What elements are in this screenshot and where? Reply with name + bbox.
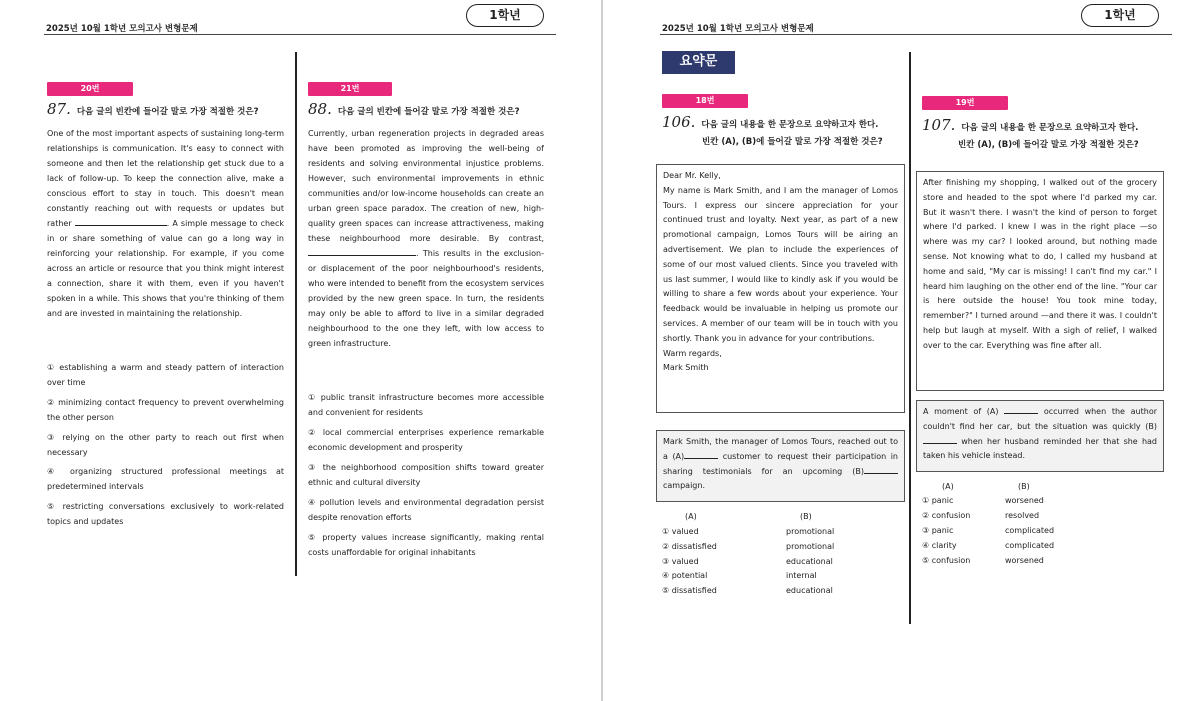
q106-letter-closing: Warm regards,	[663, 348, 722, 358]
grade-pill: 1학년	[466, 4, 544, 27]
q107-col-a-header: (A)	[942, 482, 954, 491]
q107-badge: 19번	[922, 96, 1008, 110]
q87-choice-3[interactable]: ③ relying on the other party to reach out first when necessary	[47, 433, 284, 457]
q107-blank-a	[1004, 405, 1038, 414]
q106-blank-b	[864, 465, 898, 474]
q106-option-2-b: promotional	[786, 542, 835, 551]
q87-heading	[47, 100, 259, 118]
q106-col-b-header: (B)	[800, 512, 812, 521]
q107-summary-part2: occurred when the author couldn't find her car, but the situation was quickly (B)	[923, 407, 1158, 431]
q106-summary-part3: campaign.	[663, 481, 705, 491]
q106-option-4[interactable]	[662, 571, 817, 580]
q106-option-4-a: ④ potential	[662, 571, 708, 580]
q106-summary-box	[656, 430, 905, 502]
q106-heading	[662, 113, 878, 131]
q87-choice-4[interactable]: ④ organizing structured professional meetings at predetermined intervals	[47, 467, 284, 491]
q87-choice-1[interactable]: ① establishing a warm and steady pattern of interaction over time	[47, 363, 284, 387]
q106-option-4-b: internal	[786, 571, 817, 580]
header-rule-right	[660, 34, 1172, 35]
q107-option-3-a: ③ panic	[922, 526, 954, 535]
q107-option-4-a: ④ clarity	[922, 541, 957, 550]
q106-prompt-line2: 빈칸 (A), (B)에 들어갈 말로 가장 적절한 것은?	[702, 137, 883, 147]
left-page	[0, 0, 600, 701]
q88-choice-3[interactable]: ③ the neighborhood composition shifts toward greater ethnic and cultural diversity	[308, 463, 544, 487]
q107-summary-part1: A moment of (A)	[923, 407, 999, 416]
q87-badge: 20번	[47, 82, 133, 96]
q107-passage-box: After finishing my shopping, I walked out of the grocery store and headed to the spot where I'd parked my car. But it wasn't there. I wasn't the kind of person to forget where I'd parked. I knew I was in the right place —so where was my car? I looked around, but nothing made sense. Not knowing what to do, I called my husband at home and said, "My car is missing! I can't find my car." I heard him laughing on the other end of the line. "Your car is here outside the house! You took mine today, remember?" I turned around —and there it was. I couldn't help but laugh at myself. With a sigh of relief, I walked over to the car. Everything was fine after all.	[916, 171, 1164, 391]
header-rule	[44, 34, 556, 35]
q106-blank-a	[684, 450, 718, 459]
q107-option-4-b: complicated	[1005, 541, 1055, 550]
q87-passage-before: One of the most important aspects of sustaining long-term relationships is communication. It's easy to connect with someone and then let the relationship get stuck due to a lack of follow-up. To keep the connection alive, make a conscious effort to stay in touch. This doesn't mean constantly reaching out with requests or updates but rather	[47, 129, 284, 228]
q107-option-2-a: ② confusion	[922, 511, 971, 520]
q88-choice-1[interactable]: ① public transit infrastructure becomes more accessible and convenient for residents	[308, 393, 544, 417]
page-gutter	[601, 0, 603, 701]
q87-prompt: 다음 글의 빈칸에 들어갈 말로 가장 적절한 것은?	[76, 107, 259, 117]
q107-option-4[interactable]	[922, 541, 1054, 550]
q88-number: 88.	[308, 100, 332, 118]
q106-option-5-b: educational	[786, 586, 833, 595]
q106-letter-greeting: Dear Mr. Kelly,	[663, 171, 721, 180]
q107-summary-box	[916, 400, 1164, 472]
right-page	[605, 0, 1201, 701]
q107-prompt-line2: 빈칸 (A), (B)에 들어갈 말로 가장 적절한 것은?	[958, 140, 1139, 150]
q88-passage-before: Currently, urban regeneration projects in degraded areas have been promoted as improving the well-being of residents and solving environmental injustice problems. However, such environmental improvements in ethnic communities and/or low-income households can create an urban green space paradox. The creation of new, high-quality green spaces can increase attractiveness, making these neighbourhood more desirable. By contrast,	[308, 129, 544, 243]
q107-prompt-line1: 다음 글의 내용을 한 문장으로 요약하고자 한다.	[961, 123, 1139, 133]
q106-option-3[interactable]	[662, 557, 833, 566]
q106-summary-part1: Mark Smith, the manager of Lomos Tours, reached out to a (A)	[663, 437, 898, 461]
q87-passage-after: . A simple message to check in or share something of value can go a long way in reinforcing your relationship. For example, if you come across an article or resource that you think might interest a connection, share it with them, even if you haven't spoken in a while. This shows that you're thinking of them and are invested in maintaining the relationship.	[47, 219, 284, 318]
q88-choice-5[interactable]: ⑤ property values increase significantly, making rental costs unaffordable for original inhabitants	[308, 533, 544, 557]
q106-option-3-a: ③ valued	[662, 557, 699, 566]
q107-option-5-a: ⑤ confusion	[922, 556, 971, 565]
q106-prompt-line1: 다음 글의 내용을 한 문장으로 요약하고자 한다.	[701, 120, 879, 130]
q106-option-5[interactable]	[662, 586, 833, 595]
q106-option-1[interactable]	[662, 527, 834, 536]
q107-option-5-b: worsened	[1005, 556, 1044, 565]
q107-option-1-a: ① panic	[922, 496, 954, 505]
q106-letter-body: My name is Mark Smith, and I am the manager of Lomos Tours. I express our sincere appreciation for your continued trust and loyalty. Next year, as part of a new promotional campaign, Lomos Tours will be airing an advertisement. We plan to include the experiences of some of our most valued clients. Since you traveled with us last summer, I would like to kindly ask if you would be willing to share a few words about your experience. Your feedback would be invaluable in helping us promote our services. A member of our team will be in touch with you shortly. Thank you in advance for your contributions.	[663, 185, 898, 343]
q107-heading	[922, 116, 1138, 134]
q87-choice-5[interactable]: ⑤ restricting conversations exclusively to work-related topics and updates	[47, 502, 284, 526]
q88-prompt: 다음 글의 빈칸에 들어갈 말로 가장 적절한 것은?	[337, 107, 520, 117]
q107-blank-b	[923, 435, 957, 444]
q106-option-2[interactable]	[662, 542, 834, 551]
q107-option-1[interactable]	[922, 496, 1044, 505]
q87-passage	[47, 126, 284, 321]
column-divider	[295, 52, 297, 576]
q107-option-5[interactable]	[922, 556, 1044, 565]
q87-choice-2[interactable]: ② minimizing contact frequency to prevent overwhelming the other person	[47, 398, 284, 422]
q106-badge: 18번	[662, 94, 748, 108]
q87-number: 87.	[47, 100, 71, 118]
q87-blank	[75, 217, 167, 226]
q107-option-2[interactable]	[922, 511, 1039, 520]
q106-col-a-header: (A)	[685, 512, 697, 521]
q107-option-1-b: worsened	[1005, 496, 1044, 505]
q106-letter-signature: Mark Smith	[663, 363, 709, 373]
q106-number: 106.	[662, 113, 696, 131]
q88-badge: 21번	[308, 82, 392, 96]
q88-passage	[308, 126, 544, 351]
q88-heading	[308, 100, 520, 118]
q106-option-1-a: ① valued	[662, 527, 699, 536]
q107-option-3[interactable]	[922, 526, 1054, 535]
q107-number: 107.	[922, 116, 956, 134]
q107-summary-part3: when her husband reminded her that she had taken his vehicle instead.	[923, 436, 1157, 461]
q88-choice-2[interactable]: ② local commercial enterprises experience remarkable economic development and prosperity	[308, 428, 544, 452]
exam-title-right: 2025년 10월 1학년 모의고사 변형문제	[662, 24, 814, 34]
q107-option-2-b: resolved	[1005, 511, 1040, 520]
q107-col-b-header: (B)	[1018, 482, 1030, 491]
q106-option-5-a: ⑤ dissatisfied	[662, 586, 717, 595]
exam-title: 2025년 10월 1학년 모의고사 변형문제	[46, 24, 198, 34]
q107-option-3-b: complicated	[1005, 526, 1055, 535]
q106-summary-part2: customer to request their participation in sharing testimonials for an upcoming (B)	[663, 451, 898, 476]
q106-option-1-b: promotional	[786, 527, 835, 536]
q106-option-3-b: educational	[786, 557, 833, 566]
column-divider-right	[909, 52, 911, 624]
q106-letter-box	[656, 164, 905, 413]
q106-option-2-a: ② dissatisfied	[662, 542, 717, 551]
q88-choice-4[interactable]: ④ pollution levels and environmental degradation persist despite renovation efforts	[308, 498, 544, 522]
q88-blank	[308, 247, 416, 256]
grade-pill-right: 1학년	[1081, 4, 1159, 27]
summary-section-tag: 요약문	[662, 51, 735, 74]
q88-passage-after: . This results in the exclusion- or displacement of the poor neighbourhood's residents, who were intended to benefit from the ecosystem services provided by the new green space. In turn, the residents may only be able to afford to live in a similar degraded neighbourhood to the one they left, with low access to green infrastructure.	[308, 249, 544, 348]
